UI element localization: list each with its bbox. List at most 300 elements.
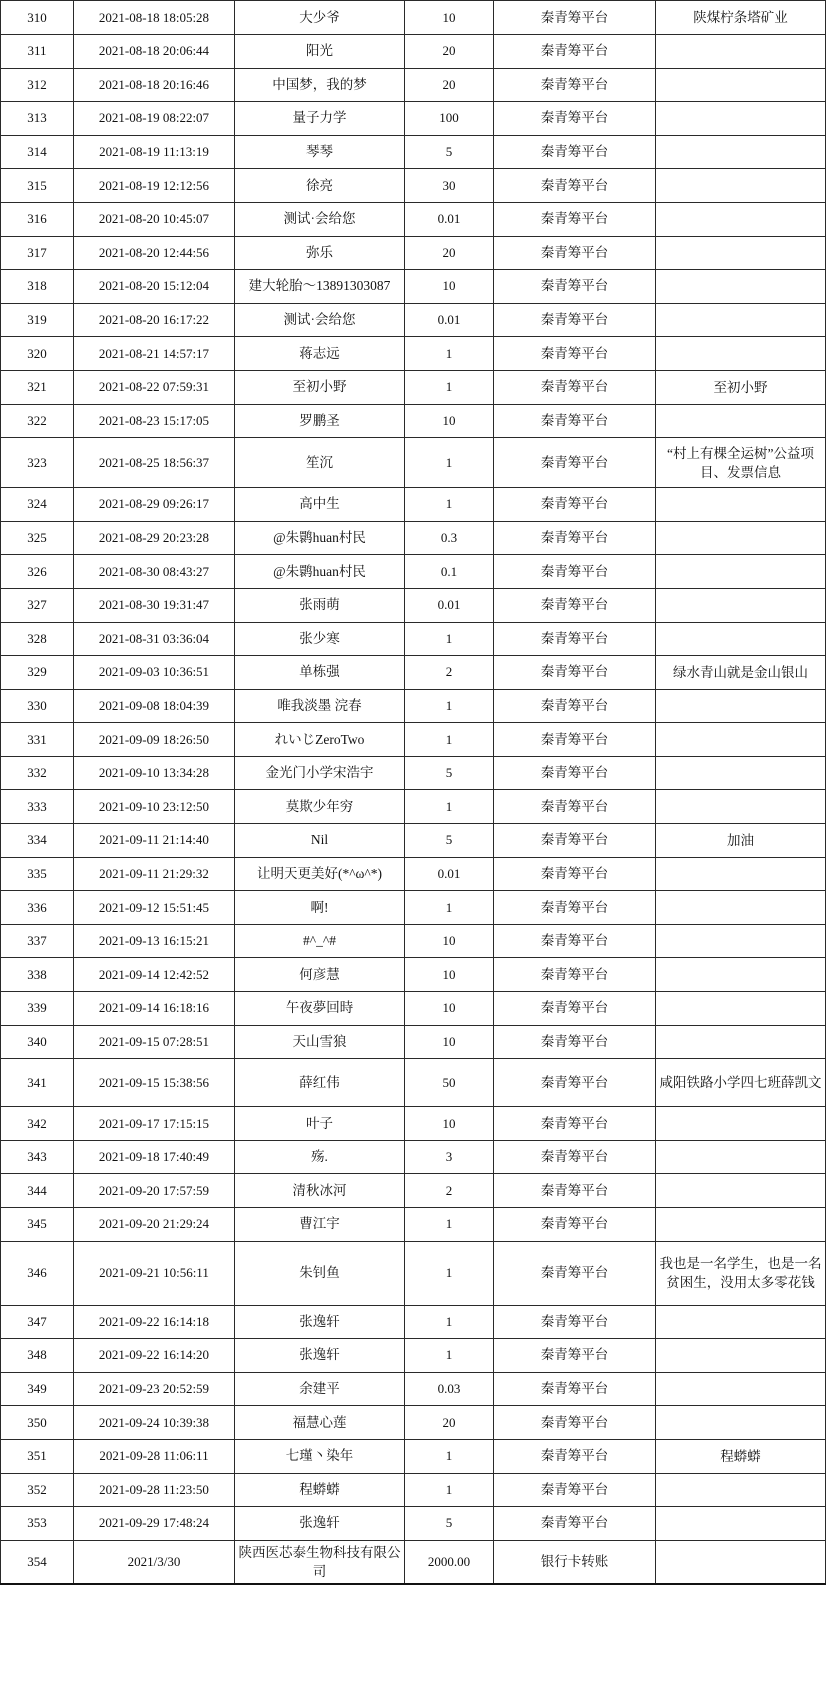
row-note: 绿水青山就是金山银山: [656, 656, 826, 690]
row-number: 313: [1, 102, 74, 136]
row-donor-name: 弥乐: [235, 236, 405, 270]
row-number: 327: [1, 588, 74, 622]
row-time: 2021-08-25 18:56:37: [74, 438, 235, 488]
table-row: [1, 891, 826, 925]
row-time: 2021-08-19 11:13:19: [74, 135, 235, 169]
table-row: [1, 723, 826, 757]
row-donor-name: 莫欺少年穷: [235, 790, 405, 824]
row-amount: 1: [405, 1208, 494, 1242]
row-amount: 0.01: [405, 303, 494, 337]
row-number: 351: [1, 1439, 74, 1473]
table-row: [1, 521, 826, 555]
row-number: 322: [1, 404, 74, 438]
row-number: 333: [1, 790, 74, 824]
row-amount: 0.01: [405, 857, 494, 891]
row-donor-name: 量子力学: [235, 102, 405, 136]
row-source: 秦青筹平台: [494, 588, 656, 622]
row-donor-name: 殇.: [235, 1140, 405, 1174]
row-time: 2021-08-21 14:57:17: [74, 337, 235, 371]
row-number: 326: [1, 555, 74, 589]
row-donor-name: 天山雪狼: [235, 1025, 405, 1059]
row-source: 秦青筹平台: [494, 824, 656, 858]
row-source: 秦青筹平台: [494, 1208, 656, 1242]
row-time: 2021-09-28 11:06:11: [74, 1439, 235, 1473]
row-source: 秦青筹平台: [494, 857, 656, 891]
row-note: [656, 588, 826, 622]
row-time: 2021-08-22 07:59:31: [74, 370, 235, 404]
table-row: [1, 1059, 826, 1107]
row-note: [656, 236, 826, 270]
table-row: [1, 1540, 826, 1584]
table-row: [1, 1208, 826, 1242]
table-row: [1, 135, 826, 169]
donation-rows: [1, 1, 826, 1585]
row-number: 341: [1, 1059, 74, 1107]
row-number: 354: [1, 1540, 74, 1584]
table-row: [1, 1473, 826, 1507]
row-donor-name: Nil: [235, 824, 405, 858]
row-donor-name: 张雨萌: [235, 588, 405, 622]
row-donor-name: 罗鹏圣: [235, 404, 405, 438]
row-note: [656, 35, 826, 69]
row-source: 秦青筹平台: [494, 555, 656, 589]
row-number: 343: [1, 1140, 74, 1174]
row-note: [656, 1140, 826, 1174]
row-source: 秦青筹平台: [494, 1473, 656, 1507]
row-note: [656, 521, 826, 555]
row-number: 336: [1, 891, 74, 925]
row-number: 338: [1, 958, 74, 992]
table-row: [1, 992, 826, 1026]
row-donor-name: 单栋强: [235, 656, 405, 690]
row-source: 秦青筹平台: [494, 1439, 656, 1473]
row-amount: 1: [405, 1439, 494, 1473]
row-time: 2021/3/30: [74, 1540, 235, 1584]
row-number: 310: [1, 1, 74, 35]
row-note: [656, 488, 826, 522]
row-amount: 50: [405, 1059, 494, 1107]
row-time: 2021-09-20 17:57:59: [74, 1174, 235, 1208]
row-number: 342: [1, 1107, 74, 1141]
row-amount: 10: [405, 1107, 494, 1141]
row-time: 2021-08-18 20:06:44: [74, 35, 235, 69]
row-amount: 1: [405, 622, 494, 656]
row-amount: 1: [405, 723, 494, 757]
table-row: [1, 756, 826, 790]
row-donor-name: 七瑾丶染年: [235, 1439, 405, 1473]
table-row: [1, 404, 826, 438]
row-amount: 30: [405, 169, 494, 203]
table-row: [1, 790, 826, 824]
row-number: 325: [1, 521, 74, 555]
row-donor-name: 金光门小学宋浩宇: [235, 756, 405, 790]
row-donor-name: 中国梦，我的梦: [235, 68, 405, 102]
row-note: [656, 337, 826, 371]
row-source: 银行卡转账: [494, 1540, 656, 1584]
row-number: 350: [1, 1406, 74, 1440]
row-time: 2021-09-15 15:38:56: [74, 1059, 235, 1107]
row-amount: 100: [405, 102, 494, 136]
table-row: [1, 35, 826, 69]
row-donor-name: 让明天更美好(*^ω^*): [235, 857, 405, 891]
row-source: 秦青筹平台: [494, 1, 656, 35]
row-time: 2021-09-13 16:15:21: [74, 924, 235, 958]
row-time: 2021-09-29 17:48:24: [74, 1507, 235, 1541]
row-time: 2021-09-14 12:42:52: [74, 958, 235, 992]
row-time: 2021-09-12 15:51:45: [74, 891, 235, 925]
row-number: 346: [1, 1241, 74, 1305]
row-number: 348: [1, 1339, 74, 1373]
table-row: [1, 236, 826, 270]
row-note: [656, 1025, 826, 1059]
row-source: 秦青筹平台: [494, 1241, 656, 1305]
row-source: 秦青筹平台: [494, 891, 656, 925]
table-row: [1, 958, 826, 992]
row-source: 秦青筹平台: [494, 102, 656, 136]
row-note: [656, 958, 826, 992]
row-note: [656, 1372, 826, 1406]
row-time: 2021-09-15 07:28:51: [74, 1025, 235, 1059]
row-note: “村上有棵全运树”公益项目、发票信息: [656, 438, 826, 488]
row-amount: 3: [405, 1140, 494, 1174]
row-number: 332: [1, 756, 74, 790]
row-time: 2021-09-11 21:14:40: [74, 824, 235, 858]
row-donor-name: 张少寒: [235, 622, 405, 656]
row-source: 秦青筹平台: [494, 756, 656, 790]
row-number: 320: [1, 337, 74, 371]
row-source: 秦青筹平台: [494, 370, 656, 404]
row-source: 秦青筹平台: [494, 790, 656, 824]
row-amount: 10: [405, 270, 494, 304]
table-row: [1, 102, 826, 136]
row-time: 2021-08-31 03:36:04: [74, 622, 235, 656]
table-row: [1, 924, 826, 958]
row-note: [656, 202, 826, 236]
row-donor-name: @朱鹮huan村民: [235, 521, 405, 555]
row-time: 2021-08-20 15:12:04: [74, 270, 235, 304]
row-note: [656, 992, 826, 1026]
table-row: [1, 1372, 826, 1406]
row-note: [656, 303, 826, 337]
row-time: 2021-09-28 11:23:50: [74, 1473, 235, 1507]
table-row: [1, 202, 826, 236]
row-amount: 0.01: [405, 588, 494, 622]
row-donor-name: 至初小野: [235, 370, 405, 404]
row-amount: 1: [405, 689, 494, 723]
row-amount: 0.03: [405, 1372, 494, 1406]
row-time: 2021-09-17 17:15:15: [74, 1107, 235, 1141]
row-number: 340: [1, 1025, 74, 1059]
row-amount: 5: [405, 756, 494, 790]
row-donor-name: れいじZeroTwo: [235, 723, 405, 757]
row-source: 秦青筹平台: [494, 1025, 656, 1059]
row-number: 339: [1, 992, 74, 1026]
row-amount: 1: [405, 1473, 494, 1507]
row-donor-name: 唯我淡墨 浣春: [235, 689, 405, 723]
row-source: 秦青筹平台: [494, 521, 656, 555]
table-row: [1, 270, 826, 304]
table-row: [1, 303, 826, 337]
row-note: [656, 857, 826, 891]
row-source: 秦青筹平台: [494, 924, 656, 958]
row-amount: 0.3: [405, 521, 494, 555]
row-source: 秦青筹平台: [494, 656, 656, 690]
row-donor-name: 琴琴: [235, 135, 405, 169]
row-time: 2021-08-30 08:43:27: [74, 555, 235, 589]
table-row: [1, 337, 826, 371]
row-donor-name: 测试·会给您: [235, 202, 405, 236]
table-row: [1, 370, 826, 404]
row-note: [656, 689, 826, 723]
row-donor-name: 张逸轩: [235, 1305, 405, 1339]
row-donor-name: 午夜夢回時: [235, 992, 405, 1026]
row-donor-name: 清秋冰河: [235, 1174, 405, 1208]
row-donor-name: 朱钊鱼: [235, 1241, 405, 1305]
row-source: 秦青筹平台: [494, 1107, 656, 1141]
row-source: 秦青筹平台: [494, 68, 656, 102]
row-time: 2021-08-18 18:05:28: [74, 1, 235, 35]
table-row: [1, 1174, 826, 1208]
row-donor-name: 阳光: [235, 35, 405, 69]
row-donor-name: 高中生: [235, 488, 405, 522]
row-note: 陕煤柠条塔矿业: [656, 1, 826, 35]
row-time: 2021-09-21 10:56:11: [74, 1241, 235, 1305]
row-note: [656, 1507, 826, 1541]
row-time: 2021-09-03 10:36:51: [74, 656, 235, 690]
row-time: 2021-08-20 12:44:56: [74, 236, 235, 270]
row-donor-name: 福慧心莲: [235, 1406, 405, 1440]
row-number: 321: [1, 370, 74, 404]
row-donor-name: @朱鹮huan村民: [235, 555, 405, 589]
row-amount: 0.1: [405, 555, 494, 589]
row-time: 2021-09-14 16:18:16: [74, 992, 235, 1026]
row-number: 323: [1, 438, 74, 488]
row-source: 秦青筹平台: [494, 135, 656, 169]
table-row: [1, 857, 826, 891]
row-donor-name: 啊!: [235, 891, 405, 925]
row-note: 至初小野: [656, 370, 826, 404]
row-amount: 1: [405, 790, 494, 824]
row-time: 2021-08-30 19:31:47: [74, 588, 235, 622]
row-time: 2021-08-29 09:26:17: [74, 488, 235, 522]
row-number: 335: [1, 857, 74, 891]
row-source: 秦青筹平台: [494, 723, 656, 757]
row-source: 秦青筹平台: [494, 303, 656, 337]
row-source: 秦青筹平台: [494, 1406, 656, 1440]
row-time: 2021-08-18 20:16:46: [74, 68, 235, 102]
row-donor-name: 余建平: [235, 1372, 405, 1406]
row-source: 秦青筹平台: [494, 438, 656, 488]
row-amount: 10: [405, 404, 494, 438]
row-donor-name: 笙沉: [235, 438, 405, 488]
row-amount: 2000.00: [405, 1540, 494, 1584]
row-amount: 1: [405, 1305, 494, 1339]
row-time: 2021-09-22 16:14:20: [74, 1339, 235, 1373]
row-amount: 20: [405, 68, 494, 102]
row-source: 秦青筹平台: [494, 337, 656, 371]
row-source: 秦青筹平台: [494, 1372, 656, 1406]
table-row: [1, 1107, 826, 1141]
row-note: [656, 68, 826, 102]
table-row: [1, 488, 826, 522]
row-source: 秦青筹平台: [494, 1339, 656, 1373]
row-note: 加油: [656, 824, 826, 858]
row-time: 2021-08-29 20:23:28: [74, 521, 235, 555]
row-source: 秦青筹平台: [494, 488, 656, 522]
row-note: 咸阳铁路小学四七班薛凯文: [656, 1059, 826, 1107]
row-number: 345: [1, 1208, 74, 1242]
row-source: 秦青筹平台: [494, 689, 656, 723]
row-time: 2021-08-20 16:17:22: [74, 303, 235, 337]
row-note: [656, 135, 826, 169]
row-note: 我也是一名学生，也是一名贫困生，没用太多零花钱: [656, 1241, 826, 1305]
row-source: 秦青筹平台: [494, 1305, 656, 1339]
row-time: 2021-09-20 21:29:24: [74, 1208, 235, 1242]
row-note: [656, 169, 826, 203]
row-amount: 5: [405, 1507, 494, 1541]
table-row: [1, 438, 826, 488]
row-note: [656, 555, 826, 589]
row-amount: 20: [405, 236, 494, 270]
table-row: [1, 1339, 826, 1373]
row-donor-name: 建大轮胎～13891303087: [235, 270, 405, 304]
row-amount: 10: [405, 958, 494, 992]
row-number: 318: [1, 270, 74, 304]
row-number: 329: [1, 656, 74, 690]
row-amount: 1: [405, 438, 494, 488]
row-note: [656, 756, 826, 790]
row-number: 315: [1, 169, 74, 203]
row-number: 311: [1, 35, 74, 69]
row-note: [656, 924, 826, 958]
row-amount: 1: [405, 337, 494, 371]
row-amount: 10: [405, 1025, 494, 1059]
row-time: 2021-09-09 18:26:50: [74, 723, 235, 757]
row-donor-name: 程蟒蟒: [235, 1473, 405, 1507]
row-note: [656, 891, 826, 925]
row-number: 337: [1, 924, 74, 958]
table-row: [1, 1439, 826, 1473]
row-source: 秦青筹平台: [494, 622, 656, 656]
table-row: [1, 555, 826, 589]
row-time: 2021-09-10 23:12:50: [74, 790, 235, 824]
row-number: 319: [1, 303, 74, 337]
table-row: [1, 1140, 826, 1174]
table-row: [1, 1406, 826, 1440]
table-row: [1, 1305, 826, 1339]
row-note: [656, 622, 826, 656]
table-row: [1, 656, 826, 690]
row-time: 2021-09-08 18:04:39: [74, 689, 235, 723]
row-source: 秦青筹平台: [494, 1140, 656, 1174]
row-source: 秦青筹平台: [494, 404, 656, 438]
row-amount: 2: [405, 1174, 494, 1208]
row-note: [656, 1540, 826, 1584]
row-number: 330: [1, 689, 74, 723]
row-donor-name: 何彦慧: [235, 958, 405, 992]
table-row: [1, 622, 826, 656]
row-source: 秦青筹平台: [494, 169, 656, 203]
row-amount: 1: [405, 488, 494, 522]
row-donor-name: 徐亮: [235, 169, 405, 203]
row-amount: 10: [405, 992, 494, 1026]
row-note: 程蟒蟒: [656, 1439, 826, 1473]
row-time: 2021-09-11 21:29:32: [74, 857, 235, 891]
row-time: 2021-08-19 12:12:56: [74, 169, 235, 203]
row-amount: 1: [405, 370, 494, 404]
row-time: 2021-08-23 15:17:05: [74, 404, 235, 438]
table-row: [1, 824, 826, 858]
row-donor-name: 陕西医芯泰生物科技有限公司: [235, 1540, 405, 1584]
row-note: [656, 1339, 826, 1373]
row-time: 2021-09-10 13:34:28: [74, 756, 235, 790]
row-source: 秦青筹平台: [494, 236, 656, 270]
row-source: 秦青筹平台: [494, 1174, 656, 1208]
row-note: [656, 1473, 826, 1507]
row-time: 2021-08-20 10:45:07: [74, 202, 235, 236]
row-time: 2021-08-19 08:22:07: [74, 102, 235, 136]
row-donor-name: 蒋志远: [235, 337, 405, 371]
row-number: 316: [1, 202, 74, 236]
row-donor-name: 曹江宇: [235, 1208, 405, 1242]
table-row: [1, 1025, 826, 1059]
row-time: 2021-09-22 16:14:18: [74, 1305, 235, 1339]
row-number: 328: [1, 622, 74, 656]
row-source: 秦青筹平台: [494, 992, 656, 1026]
row-amount: 1: [405, 891, 494, 925]
row-amount: 5: [405, 135, 494, 169]
table-row: [1, 1241, 826, 1305]
row-donor-name: 叶子: [235, 1107, 405, 1141]
row-note: [656, 1305, 826, 1339]
table-row: [1, 1, 826, 35]
row-note: [656, 1107, 826, 1141]
table-row: [1, 68, 826, 102]
row-source: 秦青筹平台: [494, 1059, 656, 1107]
row-note: [656, 270, 826, 304]
row-number: 331: [1, 723, 74, 757]
row-number: 352: [1, 1473, 74, 1507]
row-note: [656, 790, 826, 824]
row-note: [656, 723, 826, 757]
row-number: 314: [1, 135, 74, 169]
row-number: 324: [1, 488, 74, 522]
row-donor-name: 测试·会给您: [235, 303, 405, 337]
row-amount: 2: [405, 656, 494, 690]
row-number: 317: [1, 236, 74, 270]
row-amount: 0.01: [405, 202, 494, 236]
row-donor-name: 大少爷: [235, 1, 405, 35]
row-amount: 10: [405, 1, 494, 35]
row-source: 秦青筹平台: [494, 35, 656, 69]
table-row: [1, 169, 826, 203]
row-note: [656, 1208, 826, 1242]
row-number: 353: [1, 1507, 74, 1541]
row-amount: 20: [405, 35, 494, 69]
row-amount: 1: [405, 1339, 494, 1373]
row-amount: 20: [405, 1406, 494, 1440]
row-amount: 5: [405, 824, 494, 858]
row-number: 347: [1, 1305, 74, 1339]
row-time: 2021-09-24 10:39:38: [74, 1406, 235, 1440]
row-number: 312: [1, 68, 74, 102]
row-number: 349: [1, 1372, 74, 1406]
row-number: 344: [1, 1174, 74, 1208]
row-amount: 1: [405, 1241, 494, 1305]
row-source: 秦青筹平台: [494, 1507, 656, 1541]
row-note: [656, 102, 826, 136]
row-amount: 10: [405, 924, 494, 958]
